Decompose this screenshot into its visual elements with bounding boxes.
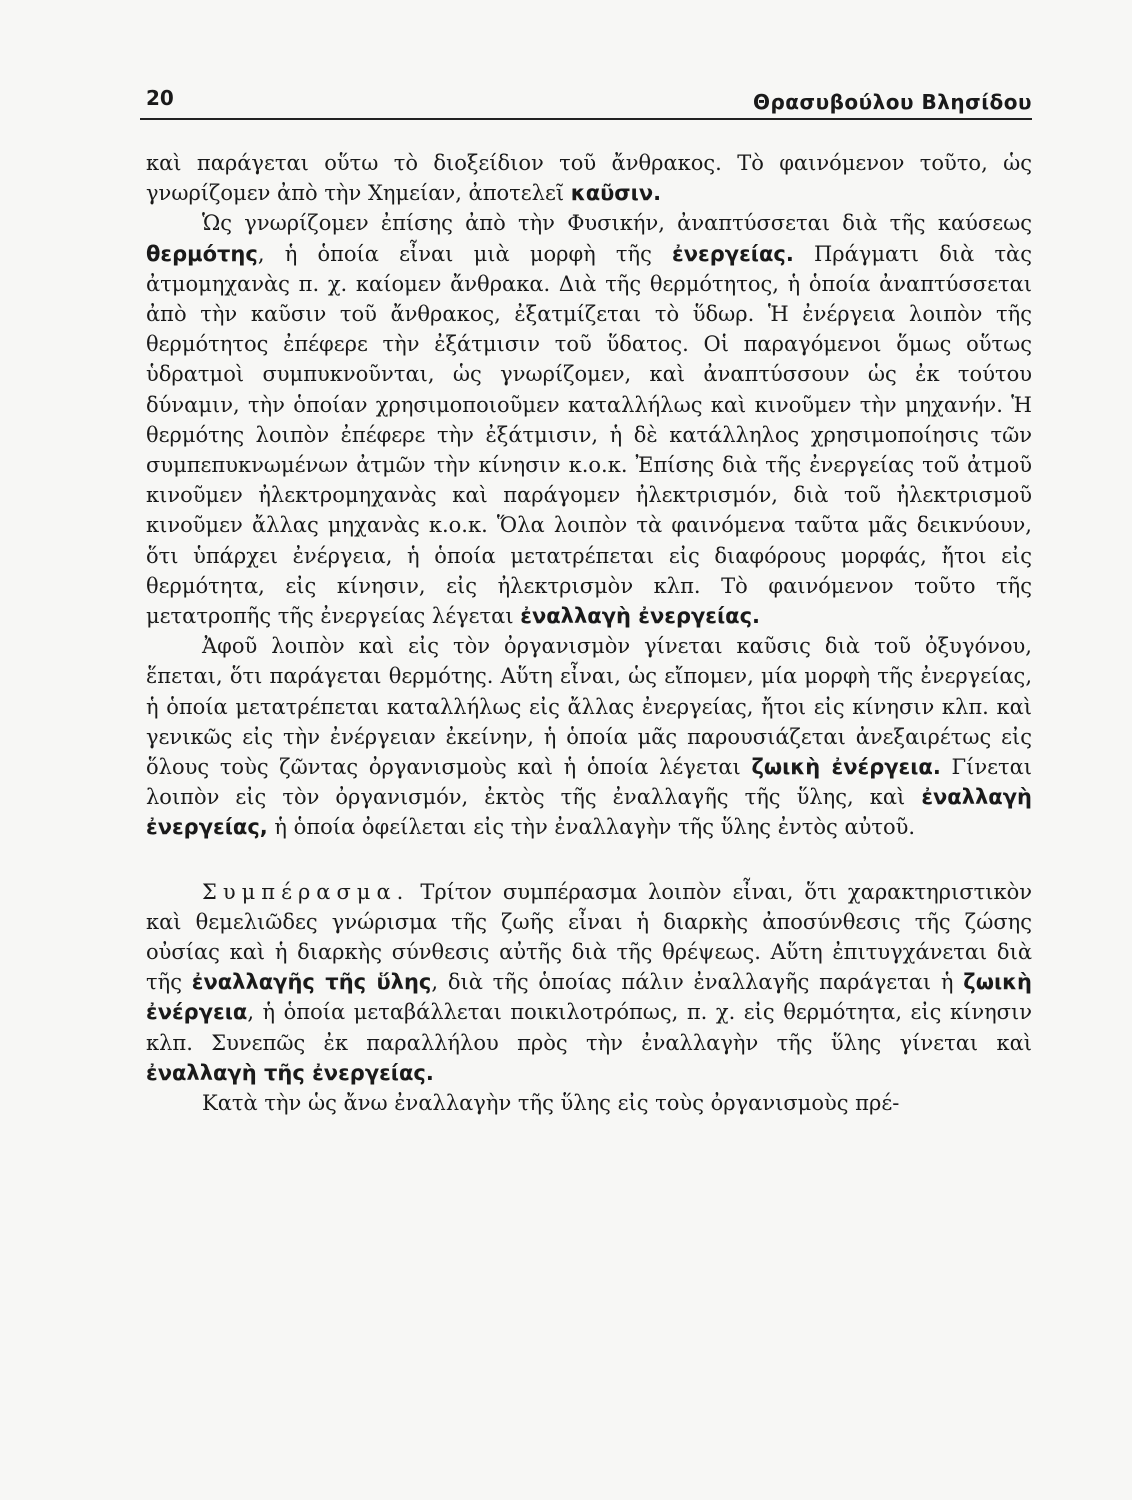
bold-term: ἐνεργείας.	[672, 241, 794, 266]
text-run: , ἡ ὁποία εἶναι μιὰ μορφὴ τῆς	[257, 241, 673, 266]
text-run: , ἡ ὁποία μεταβάλλεται ποικιλοτρόπως, π. χ. εἰς θερμότητα, εἰς κίνησιν κλπ. Συνεπῶς ἐκ παραλλήλου πρὸς τὴν ἐναλλαγὴν τῆς ὕλης γίνεται καὶ	[146, 1000, 1032, 1055]
paragraph-4	[146, 877, 1032, 1088]
text-run: ἡ ὁποία ὀφείλεται εἰς τὴν ἐναλλαγὴν τῆς ὕλης ἐντὸς αὐτοῦ.	[267, 815, 916, 840]
text-run: , διὰ τῆς ὁποίας πάλιν ἐναλλαγῆς παράγεται ἡ	[431, 970, 964, 995]
bold-term: ζωικὴ ἐνέργεια	[146, 970, 1033, 1025]
running-head: Θρασυβούλου Βλησίδου	[752, 90, 1032, 114]
bold-term: θερμότης	[146, 241, 258, 266]
bold-term: ἐναλλαγὴ ἐνεργείας.	[520, 604, 761, 629]
text-run: Πράγματι διὰ τὰς ἀτμομηχανὰς π. χ. καίομεν ἄνθρακα. Διὰ τῆς θερμότητος, ἡ ὁποία ἀναπτύσσεται ἀπὸ τὴν καῦσιν τοῦ ἄνθρακος, ἐξατμίζεται τὸ ὕδωρ. Ἡ ἐνέργεια λοιπὸν τῆς θερμότητος ἐπέφερε τὴν ἐξάτμισιν τοῦ ὕδατος. Οἱ παραγόμενοι ὅμως οὕτως ὑδρατμοὶ συμπυκνοῦνται, ὡς γνωρίζομεν, καὶ ἀναπτύσσουν ὡς ἐκ τούτου δύναμιν, τὴν ὁποίαν χρησιμοποιοῦμεν καταλλήλως καὶ κινοῦμεν τὴν μηχανήν. Ἡ θερμότης λοιπὸν ἐπέφερε τὴν ἐξάτμισιν, ἡ δὲ κατάλληλος χρησιμοποίησις τῶν συμπεπυκνωμένων ἀτμῶν τὴν κίνησιν κ.ο.κ. Ἐπίσης διὰ τῆς ἐνεργείας τοῦ ἀτμοῦ κινοῦμεν ἠλεκτρομηχανὰς καὶ παράγομεν ἠλεκτρισμόν, διὰ τοῦ ἠλεκτρισμοῦ κινοῦμεν ἄλλας μηχανὰς κ.ο.κ. Ὅλα λοιπὸν τὰ φαινόμενα ταῦτα μᾶς δεικνύουν, ὅτι ὑπάρχει ἐνέργεια, ἡ ὁποία μετατρέπεται εἰς διαφόρους μορφάς, ἤτοι εἰς θερμότητα, εἰς κίνησιν, εἰς ἠλεκτρισμὸν κλπ. Τὸ φαινόμενον τοῦτο τῆς μετατροπῆς τῆς ἐνεργείας λέγεται	[146, 241, 1032, 629]
bold-term: ζωικὴ ἐνέργεια.	[751, 755, 941, 780]
bold-term: ἐναλλαγὴ τῆς ἐνεργείας.	[146, 1060, 434, 1085]
paragraph-3	[146, 631, 1032, 842]
bold-term: ἐναλλαγῆς τῆς ὕλης	[191, 970, 432, 995]
text-run: Γίνεται λοιπὸν εἰς τὸν ὀργανισμόν, ἐκτὸς τῆς ἐναλλαγῆς τῆς ὕλης, καὶ	[146, 755, 1032, 810]
text-run: Τρίτον συμπέρασμα λοιπὸν εἶναι, ὅτι χαρακτηριστικὸν καὶ θεμελιῶδες γνώρισμα τῆς ζωῆς εἶναι ἡ διαρκὴς ἀποσύνθεσις τῆς ζώσης οὐσίας καὶ ἡ διαρκὴς σύνθεσις αὐτῆς διὰ τῆς θρέψεως. Αὕτη ἐπιτυγχάνεται διὰ τῆς	[146, 879, 1032, 995]
bold-term: ἐναλλαγὴ ἐνεργείας,	[146, 785, 1032, 840]
paragraph-2	[146, 208, 1032, 631]
bold-term: καῦσιν.	[570, 181, 662, 206]
page-number: 20	[146, 86, 174, 110]
paragraph-5	[146, 1088, 1032, 1118]
text-run: Ὡς γνωρίζομεν ἐπίσης ἀπὸ τὴν Φυσικήν, ἀναπτύσσεται διὰ τῆς καύσεως	[202, 211, 1032, 236]
paragraph-1	[146, 148, 1032, 208]
page-body	[146, 148, 1032, 1118]
section-label: Συμπέρασμα.	[202, 879, 410, 904]
text-run: Ἀφοῦ λοιπὸν καὶ εἰς τὸν ὀργανισμὸν γίνεται καῦσις διὰ τοῦ ὀξυγόνου, ἕπεται, ὅτι παράγεται θερμότης. Αὕτη εἶναι, ὡς εἴπομεν, μία μορφὴ τῆς ἐνεργείας, ἡ ὁποία μετατρέπεται καταλλήλως εἰς ἄλλας ἐνεργείας, ἤτοι εἰς κίνησιν κλπ. καὶ γενικῶς εἰς τὴν ἐνέργειαν ἐκείνην, ἡ ὁποία μᾶς παρουσιάζεται ἀνεξαιρέτως εἰς ὅλους τοὺς ζῶντας ὀργανισμοὺς καὶ ἡ ὁποία λέγεται	[146, 634, 1032, 780]
text-run: Κατὰ τὴν ὡς ἄνω ἐναλλαγὴν τῆς ὕλης εἰς τοὺς ὀργανισμοὺς πρέ-	[202, 1091, 900, 1116]
text-run: καὶ παράγεται οὕτω τὸ διοξείδιον τοῦ ἄνθρακος. Τὸ φαινόμενον τοῦτο, ὡς γνωρίζομεν ἀπὸ τὴν Χημείαν, ἀποτελεῖ	[146, 151, 1032, 206]
page-header	[140, 82, 1032, 120]
